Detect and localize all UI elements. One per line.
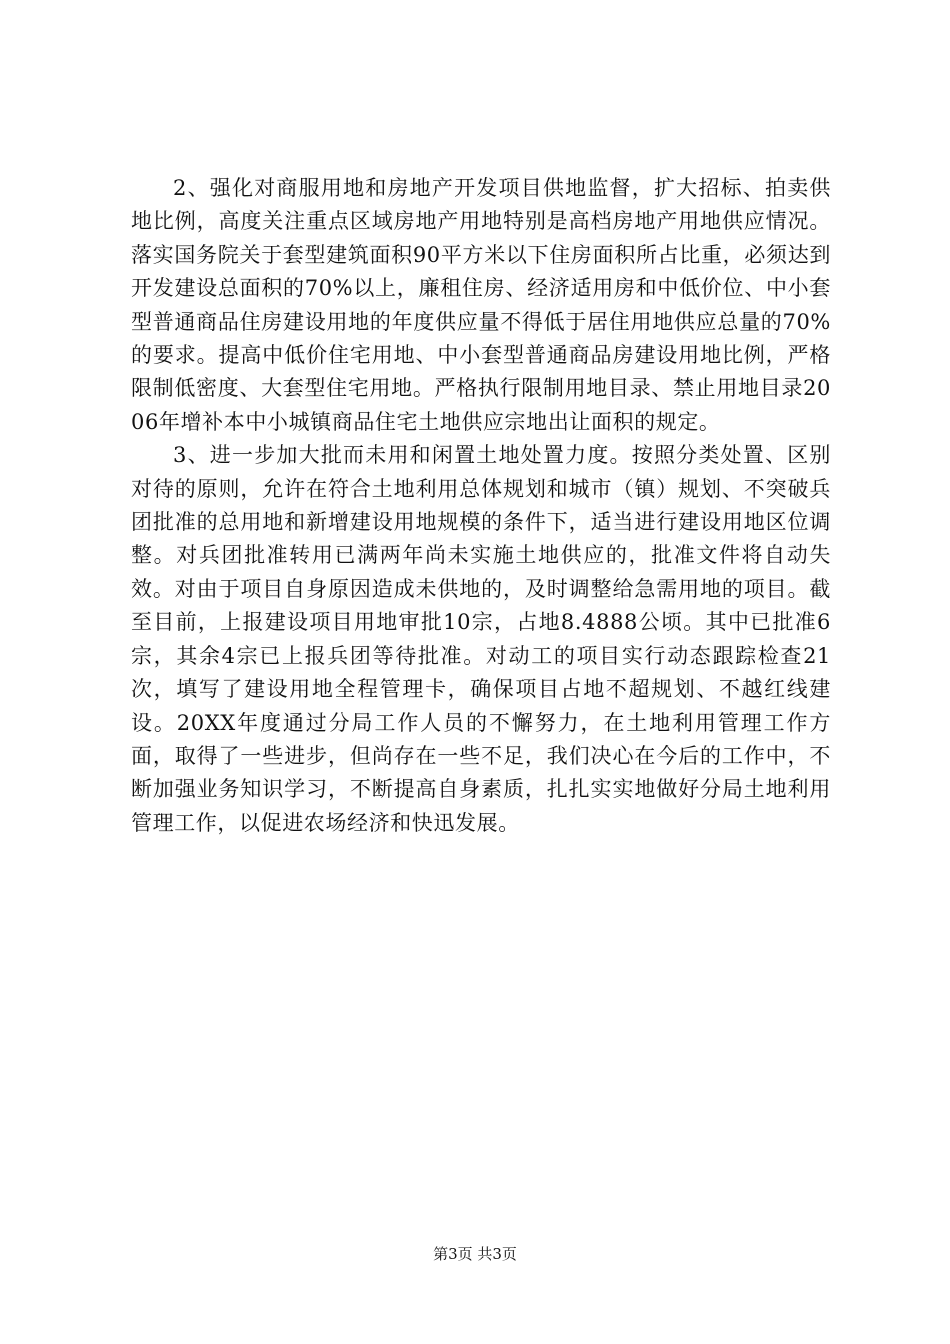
document-body [131, 172, 831, 840]
page-number-footer: 第3页 共3页 [433, 1245, 517, 1263]
paragraph-3: 3、进一步加大批而未用和闲置土地处置力度。按照分类处置、区别对待的原则，允许在符合土地利用总体规划和城市（镇）规划、不突破兵团批准的总用地和新增建设用地规模的条件下，适当进行建设用地区位调整。对兵团批准转用已满两年尚未实施土地供应的，批准文件将自动失效。对由于项目自身原因造成未供地的，及时调整给急需用地的项目。截至目前，上报建设项目用地审批10宗，占地8.4888公顷。其中已批准6宗，其余4宗已上报兵团等待批准。对动工的项目实行动态跟踪检查21次，填写了建设用地全程管理卡，确保项目占地不超规划、不越红线建设。20XX年度通过分局工作人员的不懈努力，在土地利用管理工作方面，取得了一些进步，但尚存在一些不足，我们决心在今后的工作中，不断加强业务知识学习，不断提高自身素质，扎扎实实地做好分局土地利用管理工作，以促进农场经济和快迅发展。 [131, 443, 831, 835]
paragraph-2: 2、强化对商服用地和房地产开发项目供地监督，扩大招标、拍卖供地比例，高度关注重点区域房地产用地特别是高档房地产用地供应情况。落实国务院关于套型建筑面积90平方米以下住房面积所占比重，必须达到开发建设总面积的70%以上，廉租住房、经济适用房和中低价位、中小套型普通商品住房建设用地的年度供应量不得低于居住用地供应总量的70%的要求。提高中低价住宅用地、中小套型普通商品房建设用地比例，严格限制低密度、大套型住宅用地。严格执行限制用地目录、禁止用地目录2006年增补本中小城镇商品住宅土地供应宗地出让面积的规定。 [131, 176, 831, 434]
